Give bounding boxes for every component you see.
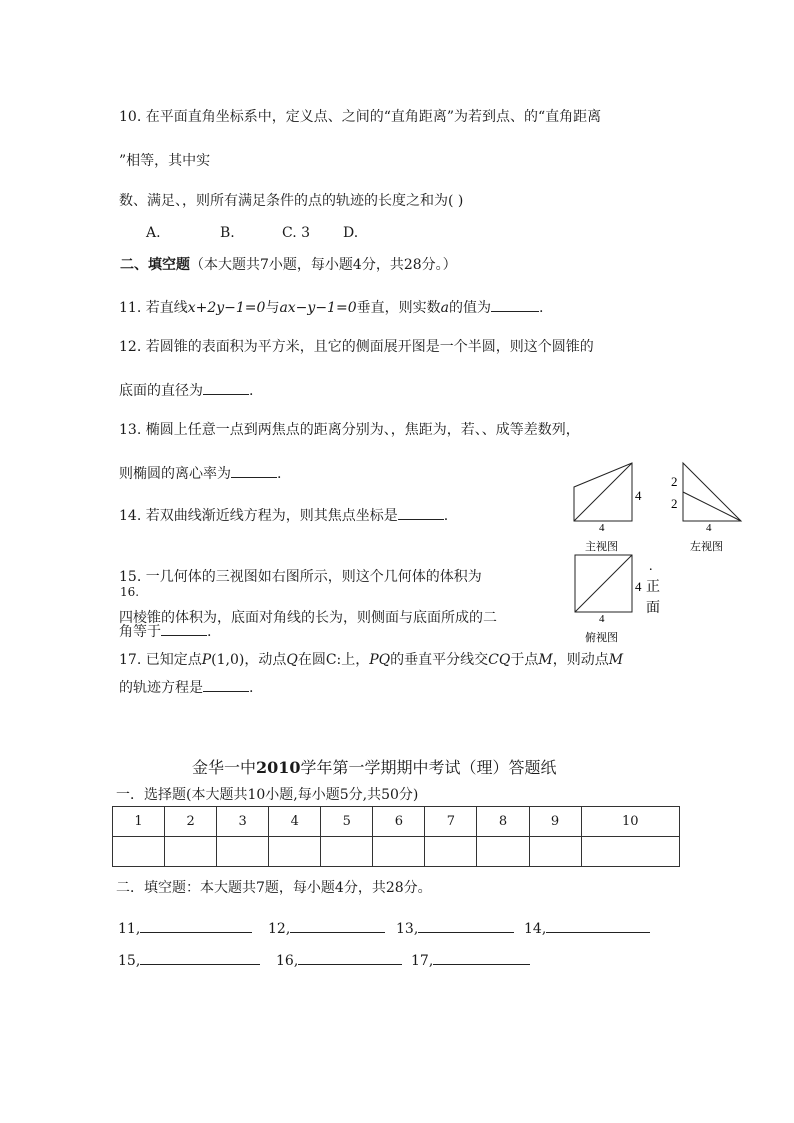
answer-sheet-title bbox=[192, 755, 557, 778]
answer-table-header-row bbox=[113, 807, 680, 837]
section2-desc: （本大题共7小题，每小题4分，共28分。） bbox=[190, 257, 457, 273]
answer-cell-1[interactable] bbox=[113, 837, 165, 867]
top-view-title: 俯视图 bbox=[585, 632, 618, 644]
q16-end: . bbox=[207, 624, 212, 640]
answer-section2: 二．填空题：本大题共7题，每小题4分，共28分。 bbox=[116, 880, 432, 896]
answer-blank-11-line[interactable] bbox=[140, 918, 252, 933]
answer-blank-13-line[interactable] bbox=[418, 918, 514, 933]
top-view-side-label: 4 bbox=[635, 579, 642, 594]
q17-pcoord: (1,0) bbox=[211, 652, 245, 668]
q17-blank bbox=[203, 677, 249, 692]
q17-p: P bbox=[201, 652, 212, 668]
answer-col-2: 2 bbox=[165, 807, 217, 837]
answer-col-7: 7 bbox=[425, 807, 477, 837]
q11 bbox=[119, 297, 543, 317]
answer-blank-11[interactable] bbox=[118, 918, 252, 938]
answer-blank-15-line[interactable] bbox=[140, 950, 260, 965]
q11-tail2: 的值为 bbox=[448, 300, 491, 316]
q17-m2: M bbox=[608, 652, 624, 668]
q17-d: 于点 bbox=[510, 652, 539, 668]
q10-option-b: B. bbox=[220, 225, 235, 241]
q14-end: . bbox=[443, 508, 449, 524]
answer-blank-13-label: 13, bbox=[396, 921, 419, 937]
q15-text: 15. 一几何体的三视图如右图所示，则这个几何体的体积为 bbox=[119, 569, 482, 585]
q17-num: 17. 已知定点 bbox=[119, 652, 202, 668]
answer-cell-8[interactable] bbox=[477, 837, 529, 867]
q17-a: ，动点 bbox=[244, 652, 287, 668]
q13-line2 bbox=[119, 463, 281, 483]
answer-col-9: 9 bbox=[529, 807, 581, 837]
section2-title: 二、填空题 bbox=[120, 257, 190, 273]
answer-col-4: 4 bbox=[269, 807, 321, 837]
front-view-side-label: 4 bbox=[635, 488, 642, 503]
q12-line2-text: 底面的直径为 bbox=[119, 383, 203, 399]
answer-col-6: 6 bbox=[373, 807, 425, 837]
q11-mid: 与 bbox=[265, 300, 280, 316]
answer-sheet-title-pre: 金华一中 bbox=[192, 758, 257, 777]
q16-blank bbox=[161, 621, 207, 636]
q17-line2-text: 的轨迹方程是 bbox=[119, 680, 203, 696]
left-view-bottom-label: 4 bbox=[706, 522, 712, 534]
q10-line3: 数、满足、，则所有满足条件的点的轨迹的长度之和为( ) bbox=[119, 193, 464, 209]
q12-line1: 12. 若圆锥的表面积为平方米，且它的侧面展开图是一个半圆，则这个圆锥的 bbox=[119, 339, 594, 355]
q14-text: 14. 若双曲线渐近线方程为，则其焦点坐标是 bbox=[119, 508, 398, 524]
left-view-inner-line bbox=[683, 492, 741, 521]
answer-blank-11-label: 11, bbox=[118, 921, 141, 937]
q13-line2-text: 则椭圆的离心率为 bbox=[119, 466, 231, 482]
q11-var: a bbox=[440, 300, 449, 316]
q10-line2: ”相等，其中实 bbox=[119, 153, 211, 169]
answer-cell-5[interactable] bbox=[321, 837, 373, 867]
answer-col-3: 3 bbox=[217, 807, 269, 837]
answer-blank-12-label: 12, bbox=[268, 921, 291, 937]
answer-col-5: 5 bbox=[321, 807, 373, 837]
answer-col-10: 10 bbox=[581, 807, 679, 837]
q13-blank bbox=[231, 463, 277, 478]
q10-option-c: C. 3 bbox=[282, 225, 311, 241]
left-view-title: 左视图 bbox=[690, 541, 723, 553]
q17-cq: CQ bbox=[488, 652, 511, 668]
answer-blank-16-line[interactable] bbox=[298, 950, 402, 965]
q10-option-d: D. bbox=[343, 225, 359, 241]
answer-col-8: 8 bbox=[477, 807, 529, 837]
answer-cell-9[interactable] bbox=[529, 837, 581, 867]
answer-blank-12[interactable] bbox=[268, 918, 385, 938]
figure-dot: . bbox=[649, 559, 653, 574]
front-view-bottom-label: 4 bbox=[599, 522, 605, 534]
q17-end: . bbox=[249, 680, 254, 696]
answer-cell-6[interactable] bbox=[373, 837, 425, 867]
q16-line2 bbox=[119, 621, 211, 641]
answer-blank-16[interactable] bbox=[276, 950, 402, 970]
q13-end: . bbox=[277, 466, 282, 482]
q12-line2 bbox=[119, 380, 253, 400]
answer-blank-16-label: 16, bbox=[276, 953, 299, 969]
left-view bbox=[671, 463, 741, 553]
q17-c: 的垂直平分线交 bbox=[390, 652, 489, 668]
q12-end: . bbox=[249, 383, 254, 399]
top-view-bottom-label: 4 bbox=[599, 613, 605, 625]
answer-blank-17-line[interactable] bbox=[433, 950, 530, 965]
left-view-outline bbox=[683, 463, 741, 521]
answer-section1: 一．选择题(本大题共10小题,每小题5分,共50分) bbox=[116, 787, 419, 803]
answer-cell-7[interactable] bbox=[425, 837, 477, 867]
q11-eq2: ax−y−1=0 bbox=[279, 300, 357, 316]
q17-b: 在圆C:上， bbox=[297, 652, 370, 668]
q17-m: M bbox=[538, 652, 553, 668]
top-view bbox=[575, 555, 642, 644]
q11-tail1: 垂直，则实数 bbox=[356, 300, 441, 316]
q17-e: ，则动点 bbox=[552, 652, 609, 668]
answer-blank-15-label: 15, bbox=[118, 953, 141, 969]
answer-cell-10[interactable] bbox=[581, 837, 679, 867]
q16-num: 16. bbox=[120, 585, 140, 599]
q17-pq: PQ bbox=[369, 652, 391, 668]
answer-sheet-title-year: 2010 bbox=[256, 758, 301, 777]
q16-line1: 四棱锥的体积为，底面对角线的长为，则侧面与底面所成的二 bbox=[119, 610, 497, 626]
q14-blank bbox=[398, 505, 444, 520]
q17-line2 bbox=[119, 677, 253, 697]
left-view-top-label: 2 bbox=[671, 474, 678, 489]
figure-zheng: 正 bbox=[646, 580, 660, 595]
answer-blank-12-line[interactable] bbox=[290, 918, 385, 933]
figure-mian: 面 bbox=[646, 601, 660, 616]
front-view-title: 主视图 bbox=[585, 541, 618, 553]
answer-blank-14-label: 14, bbox=[524, 921, 547, 937]
q14 bbox=[119, 505, 448, 525]
top-view-diagonal bbox=[575, 555, 632, 612]
q11-end: . bbox=[538, 300, 544, 316]
section2-header bbox=[120, 256, 457, 274]
answer-table-answer-row bbox=[113, 837, 680, 867]
answer-blank-13[interactable] bbox=[396, 918, 514, 938]
three-view-figure bbox=[565, 455, 755, 650]
q11-blank bbox=[491, 297, 539, 312]
q12-blank bbox=[203, 380, 249, 395]
answer-blank-15[interactable] bbox=[118, 950, 260, 970]
q10-line1: 10. 在平面直角坐标系中，定义点、之间的“直角距离”为若到点、的“直角距离 bbox=[119, 109, 602, 125]
q10-option-a: A. bbox=[146, 225, 161, 241]
q13-line1: 13. 椭圆上任意一点到两焦点的距离分别为、，焦距为，若、、成等差数列， bbox=[119, 422, 580, 438]
answer-blank-14[interactable] bbox=[524, 918, 650, 938]
answer-cell-2[interactable] bbox=[165, 837, 217, 867]
answer-cell-3[interactable] bbox=[217, 837, 269, 867]
q17-line1 bbox=[119, 651, 623, 669]
answer-blank-14-line[interactable] bbox=[546, 918, 650, 933]
front-view bbox=[574, 463, 642, 553]
q16-line2-text: 角等于 bbox=[119, 624, 161, 640]
q11-num: 11. 若直线 bbox=[119, 300, 188, 316]
answer-cell-4[interactable] bbox=[269, 837, 321, 867]
answer-sheet-title-post: 学年第一学期期中考试（理）答题纸 bbox=[300, 758, 557, 777]
answer-col-1: 1 bbox=[113, 807, 165, 837]
answer-blank-17-label: 17, bbox=[411, 953, 434, 969]
q17-q: Q bbox=[286, 652, 298, 668]
q11-eq1: x+2y−1=0 bbox=[187, 300, 266, 316]
answer-table bbox=[112, 806, 680, 867]
left-view-mid-label: 2 bbox=[671, 496, 678, 511]
front-view-diagonal bbox=[574, 463, 632, 521]
answer-blank-17[interactable] bbox=[411, 950, 530, 970]
